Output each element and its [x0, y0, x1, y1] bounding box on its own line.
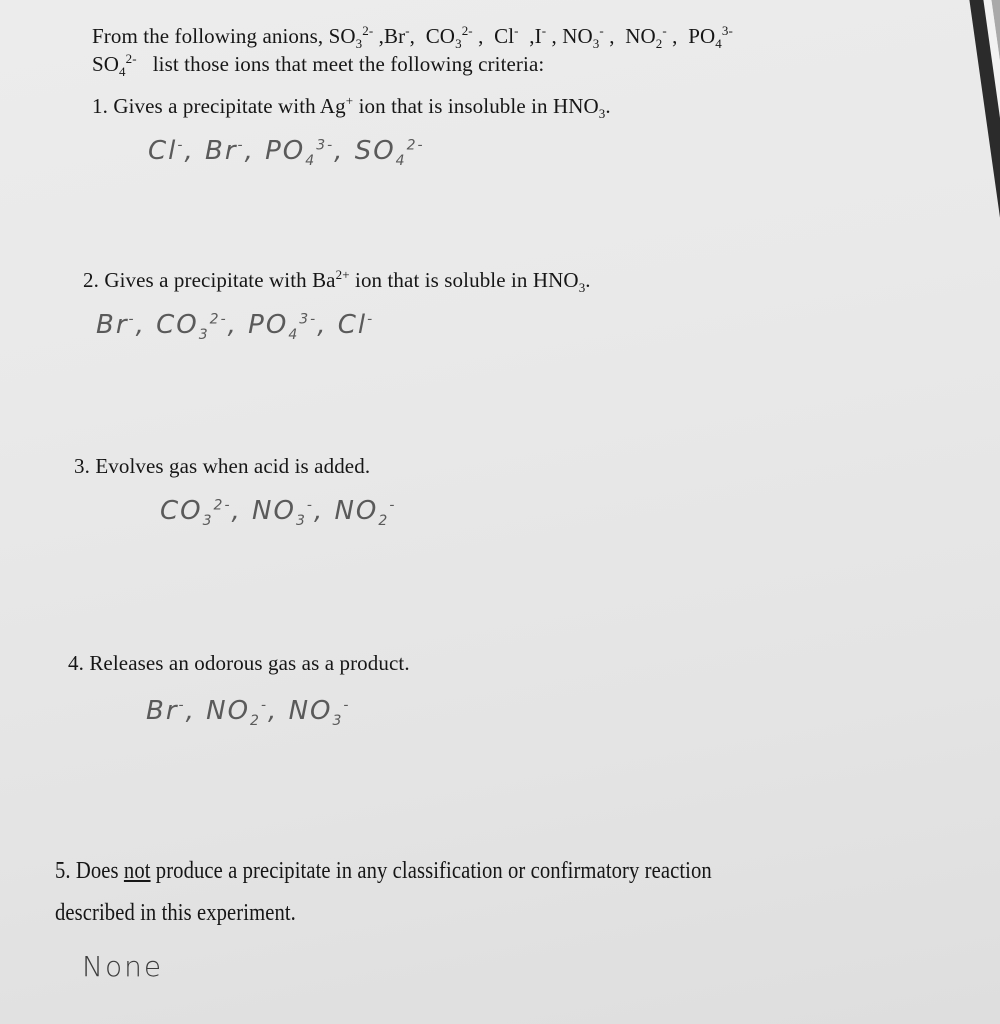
anion-cl: Cl- — [494, 23, 519, 48]
intro-suffix: list those ions that meet the following criteria: — [152, 52, 545, 76]
intro-line-1: From the following anions, $SO_3^{2-}$ ,Br-, $CO_3^{2-}$ , Cl- ,I- , $NO_3^-$ , $NO_2^-$ , $PO_4^{3-}$ — [92, 23, 733, 52]
question-2: 2. Gives a precipitate with $Ba^{2+}$ ion that is soluble in $HNO_3$. — [83, 267, 591, 296]
answer-3-handwritten: $CO_3^{2-}$, $NO_3^-$, $NO_2^-$ — [160, 496, 397, 530]
intro-prefix: From the following anions, — [92, 24, 329, 48]
anion-po4: $PO_4^{3-}$ — [688, 23, 733, 52]
question-number: 4. — [68, 651, 84, 675]
question-number: 2. — [83, 268, 99, 292]
anion-so4: $SO_4^{2-}$ — [92, 51, 137, 80]
question-number: 3. — [74, 454, 90, 478]
emphasis-not: not — [123, 858, 151, 884]
question-5-line-2: described in this experiment. — [55, 900, 296, 926]
answer-1-handwritten: Cl-, Br-, $PO_4^{3-}$, $SO_4^{2-}$ — [148, 136, 425, 170]
anion-so3: $SO_3^{2-}$ — [328, 23, 374, 52]
anion-co3: $CO_3^{2-}$ — [425, 23, 473, 52]
question-number: 5. — [55, 858, 71, 884]
answer-2-handwritten: Br-, $CO_3^{2-}$, $PO_4^{3-}$, Cl- — [96, 310, 375, 344]
anion-no2: $NO_2^-$ — [625, 23, 667, 52]
question-number: 1. — [92, 94, 108, 118]
faint-bleedthrough — [290, 996, 430, 1006]
answer-4-handwritten: Br-, $NO_2^-$, $NO_3^-$ — [146, 696, 351, 730]
question-1: 1. Gives a precipitate with Ag+ ion that is insoluble in $HNO_3$. — [92, 93, 611, 122]
question-4: 4. Releases an odorous gas as a product. — [68, 651, 410, 675]
question-5-line-1: 5. Does not produce a precipitate in any classification or confirmatory reaction — [55, 858, 712, 884]
question-3: 3. Evolves gas when acid is added. — [74, 454, 371, 478]
answer-5-handwritten: None — [82, 950, 164, 983]
intro-line-2 — [92, 51, 545, 80]
anion-no3: $NO_3^-$ — [562, 23, 604, 52]
anion-br: Br- — [384, 23, 410, 48]
anion-i: I- — [534, 23, 547, 48]
